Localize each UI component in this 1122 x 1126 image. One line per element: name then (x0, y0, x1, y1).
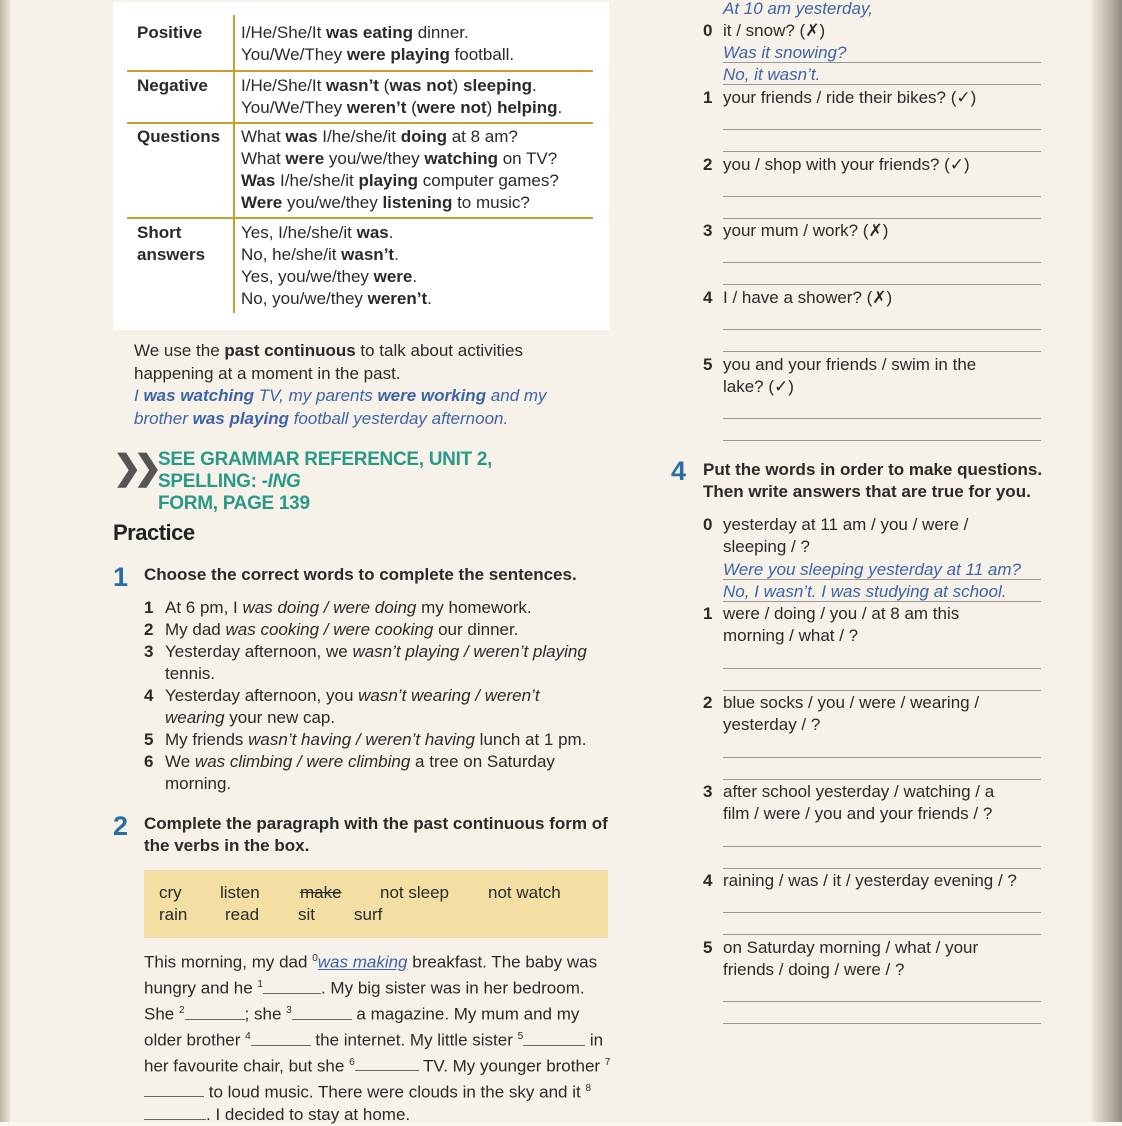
answer-line[interactable] (723, 62, 1041, 63)
answer-options[interactable]: wasn’t having / weren’t having (248, 730, 475, 749)
table-line: You/We/They weren’t (were not) helping. (241, 98, 563, 117)
item-prompt: film / were / you and your friends / ? (723, 804, 993, 823)
answer-options[interactable]: wasn’t playing / weren’t playing (352, 642, 587, 661)
item-prompt: were / doing / you / at 8 am this (723, 604, 960, 623)
example-answer: No, it wasn’t. (723, 65, 821, 84)
box-word: not sleep (380, 883, 449, 902)
item-number: 5 (703, 355, 713, 374)
word-box (144, 870, 608, 938)
item-prompt: friends / doing / were / ? (723, 960, 905, 979)
answer-line[interactable] (723, 196, 1041, 197)
table-line: No, he/she/it wasn’t. (241, 245, 399, 264)
answer-line[interactable] (723, 690, 1041, 691)
page-gutter-left (0, 0, 10, 1122)
table-line: What was I/he/she/it doing at 8 am? (241, 127, 518, 146)
blank-field[interactable] (185, 1004, 245, 1020)
box-word: read (225, 905, 260, 924)
blank-field[interactable] (523, 1030, 585, 1046)
item-number: 1 (703, 88, 713, 107)
answer-line[interactable] (723, 868, 1041, 869)
example-answer: Was it snowing? (723, 43, 847, 62)
exercise-number: 2 (113, 811, 129, 841)
answer-options[interactable]: wasn’t wearing / weren’t wearing (165, 686, 540, 727)
exercise-number: 4 (671, 456, 687, 486)
table-line: Were you/we/they listening to music? (241, 193, 530, 212)
table-line: You/We/They were playing football. (241, 45, 515, 64)
answer-options[interactable]: was doing / were doing (242, 598, 417, 617)
item-number: 4 (703, 871, 713, 890)
answer-line[interactable] (723, 668, 1041, 669)
item-prompt: lake? (✓) (723, 377, 794, 396)
item-prompt: it / snow? (✗) (723, 21, 826, 40)
item-prompt: your mum / work? (✗) (723, 221, 889, 240)
item-prompt: blue socks / you / were / wearing / (723, 693, 980, 712)
table-divider-vertical (233, 15, 235, 313)
answer-line[interactable] (723, 418, 1041, 419)
item-prompt: I / have a shower? (✗) (723, 288, 893, 307)
blank-field[interactable] (251, 1030, 311, 1046)
item-number: 1 (703, 604, 713, 623)
usage-example: I was watching TV, my parents were working and my brother was playing football yesterday afternoon. (134, 386, 547, 428)
box-word: rain (159, 905, 188, 924)
answer-line[interactable] (723, 846, 1041, 847)
item-prompt: morning / what / ? (723, 626, 859, 645)
item-prompt: raining / was / it / yesterday evening / ? (723, 871, 1017, 890)
blank-field[interactable] (263, 978, 321, 994)
item-number: 4 (703, 288, 713, 307)
item-number: 2 (703, 693, 713, 712)
item-prompt: you and your friends / swim in the (723, 355, 977, 374)
list-item: 5 My friends wasn’t having / weren’t having lunch at 1 pm. (144, 730, 587, 749)
table-line: I/He/She/It wasn’t (was not) sleeping. (241, 76, 537, 95)
answer-line[interactable] (723, 284, 1041, 285)
answer-line[interactable] (723, 757, 1041, 758)
box-word: not watch (488, 883, 561, 902)
box-word: cry (159, 883, 182, 902)
answer-line[interactable] (723, 129, 1041, 130)
exercise-instruction: Then write answers that are true for you. (703, 482, 1031, 501)
item-prompt: yesterday at 11 am / you / were / (723, 515, 969, 534)
gap-fill-paragraph: This morning, my dad $^0$was making breakfast. The baby was hungry and he $^1$ . My big sister was in her bedroom. She $^2$ ; she $^3$ a magazine. My mum and my older brother $^4$ the internet. My little sister $^5$ in her favourite chair, but she $^6$ TV. My younger brother $^7$ to loud music. There were clouds in the sky and it $^8$. I decided to stay at home. (144, 952, 611, 1124)
answer-line[interactable] (723, 601, 1041, 602)
row-label: Positive (137, 23, 203, 42)
answer-line[interactable] (723, 1023, 1041, 1024)
item-prompt: your friends / ride their bikes? (✓) (723, 88, 977, 107)
answer-line[interactable] (723, 1001, 1041, 1002)
item-number: 2 (703, 155, 713, 174)
answer-line[interactable] (723, 579, 1041, 580)
row-label: Short answers (137, 223, 206, 264)
box-word: surf (354, 905, 383, 924)
row-label: Questions (137, 127, 221, 146)
table-line: What were you/we/they watching on TV? (241, 149, 558, 168)
answer-line[interactable] (723, 84, 1041, 85)
table-line: Yes, I/he/she/it was. (241, 223, 394, 242)
answer-line[interactable] (723, 329, 1041, 330)
list-item: 2 My dad was cooking / were cooking our dinner. (144, 620, 519, 639)
blank-field[interactable] (355, 1055, 419, 1071)
table-line: Yes, you/we/they were. (241, 267, 418, 286)
list-item: 3 Yesterday afternoon, we wasn’t playing / weren’t playing tennis. (144, 642, 587, 683)
item-prompt: after school yesterday / watching / a (723, 782, 995, 801)
double-chevron-icon: ❯❯ (113, 449, 154, 487)
answer-line[interactable] (723, 440, 1041, 441)
item-number: 0 (703, 21, 713, 40)
box-word-used: make (300, 883, 342, 902)
blank-field[interactable] (144, 1104, 206, 1120)
table-divider (127, 217, 593, 219)
table-divider (127, 70, 593, 72)
blank-field[interactable] (144, 1081, 204, 1097)
item-number: 0 (703, 515, 713, 534)
answer-line[interactable] (723, 262, 1041, 263)
item-number: 3 (703, 782, 713, 801)
answer-options[interactable]: was cooking / were cooking (225, 620, 434, 639)
answer-line[interactable] (723, 218, 1041, 219)
item-prompt: on Saturday morning / what / your (723, 938, 979, 957)
exercise-instruction: Complete the paragraph with the past continuous form of the verbs in the box. (144, 814, 608, 855)
blank-field[interactable] (292, 1004, 352, 1020)
practice-heading: Practice (113, 520, 195, 545)
item-prompt: sleeping / ? (723, 537, 810, 556)
box-word: sit (298, 905, 315, 924)
example-answer: Were you sleeping yesterday at 11 am? (723, 560, 1021, 579)
item-number: 3 (703, 221, 713, 240)
table-line: I/He/She/It was eating dinner. (241, 23, 469, 42)
exercise-1-items (144, 597, 614, 795)
answer-line[interactable] (723, 779, 1041, 780)
answer-line[interactable] (723, 912, 1041, 913)
item-number: 5 (703, 938, 713, 957)
list-item: 6 We was climbing / were climbing a tree on Saturday morning. (144, 752, 555, 793)
item-prompt: yesterday / ? (723, 715, 821, 734)
answer-line[interactable] (723, 351, 1041, 352)
exercise-3-heading: At 10 am yesterday, (723, 0, 873, 18)
table-line: Was I/he/she/it playing computer games? (241, 171, 559, 190)
example-answer: was making (317, 952, 408, 972)
exercise-number: 1 (113, 562, 129, 592)
item-prompt: you / shop with your friends? (✓) (723, 155, 970, 174)
table-line: No, you/we/they weren’t. (241, 289, 432, 308)
grammar-table (113, 2, 609, 330)
usage-note (134, 340, 604, 430)
row-label: Negative (137, 76, 208, 95)
usage-text: We use the past continuous to talk about activities happening at a moment in the past. (134, 341, 523, 383)
list-item: 1 At 6 pm, I was doing / were doing my homework. (144, 598, 532, 617)
example-answer: No, I wasn’t. I was studying at school. (723, 582, 1007, 601)
exercise-instruction: Put the words in order to make questions. (703, 460, 1043, 479)
table-divider (127, 122, 593, 124)
box-word: listen (220, 883, 260, 902)
list-item: 4 Yesterday afternoon, you wasn’t wearing / weren’t wearing your new cap. (144, 686, 540, 727)
page-gutter-right (1092, 0, 1122, 1122)
answer-line[interactable] (723, 934, 1041, 935)
exercise-instruction: Choose the correct words to complete the sentences. (144, 565, 577, 584)
grammar-reference-text: SEE GRAMMAR REFERENCE, UNIT 2, SPELLING: -ING FORM, PAGE 139 (158, 449, 493, 514)
answer-options[interactable]: was climbing / were climbing (194, 752, 411, 771)
answer-line[interactable] (723, 151, 1041, 152)
